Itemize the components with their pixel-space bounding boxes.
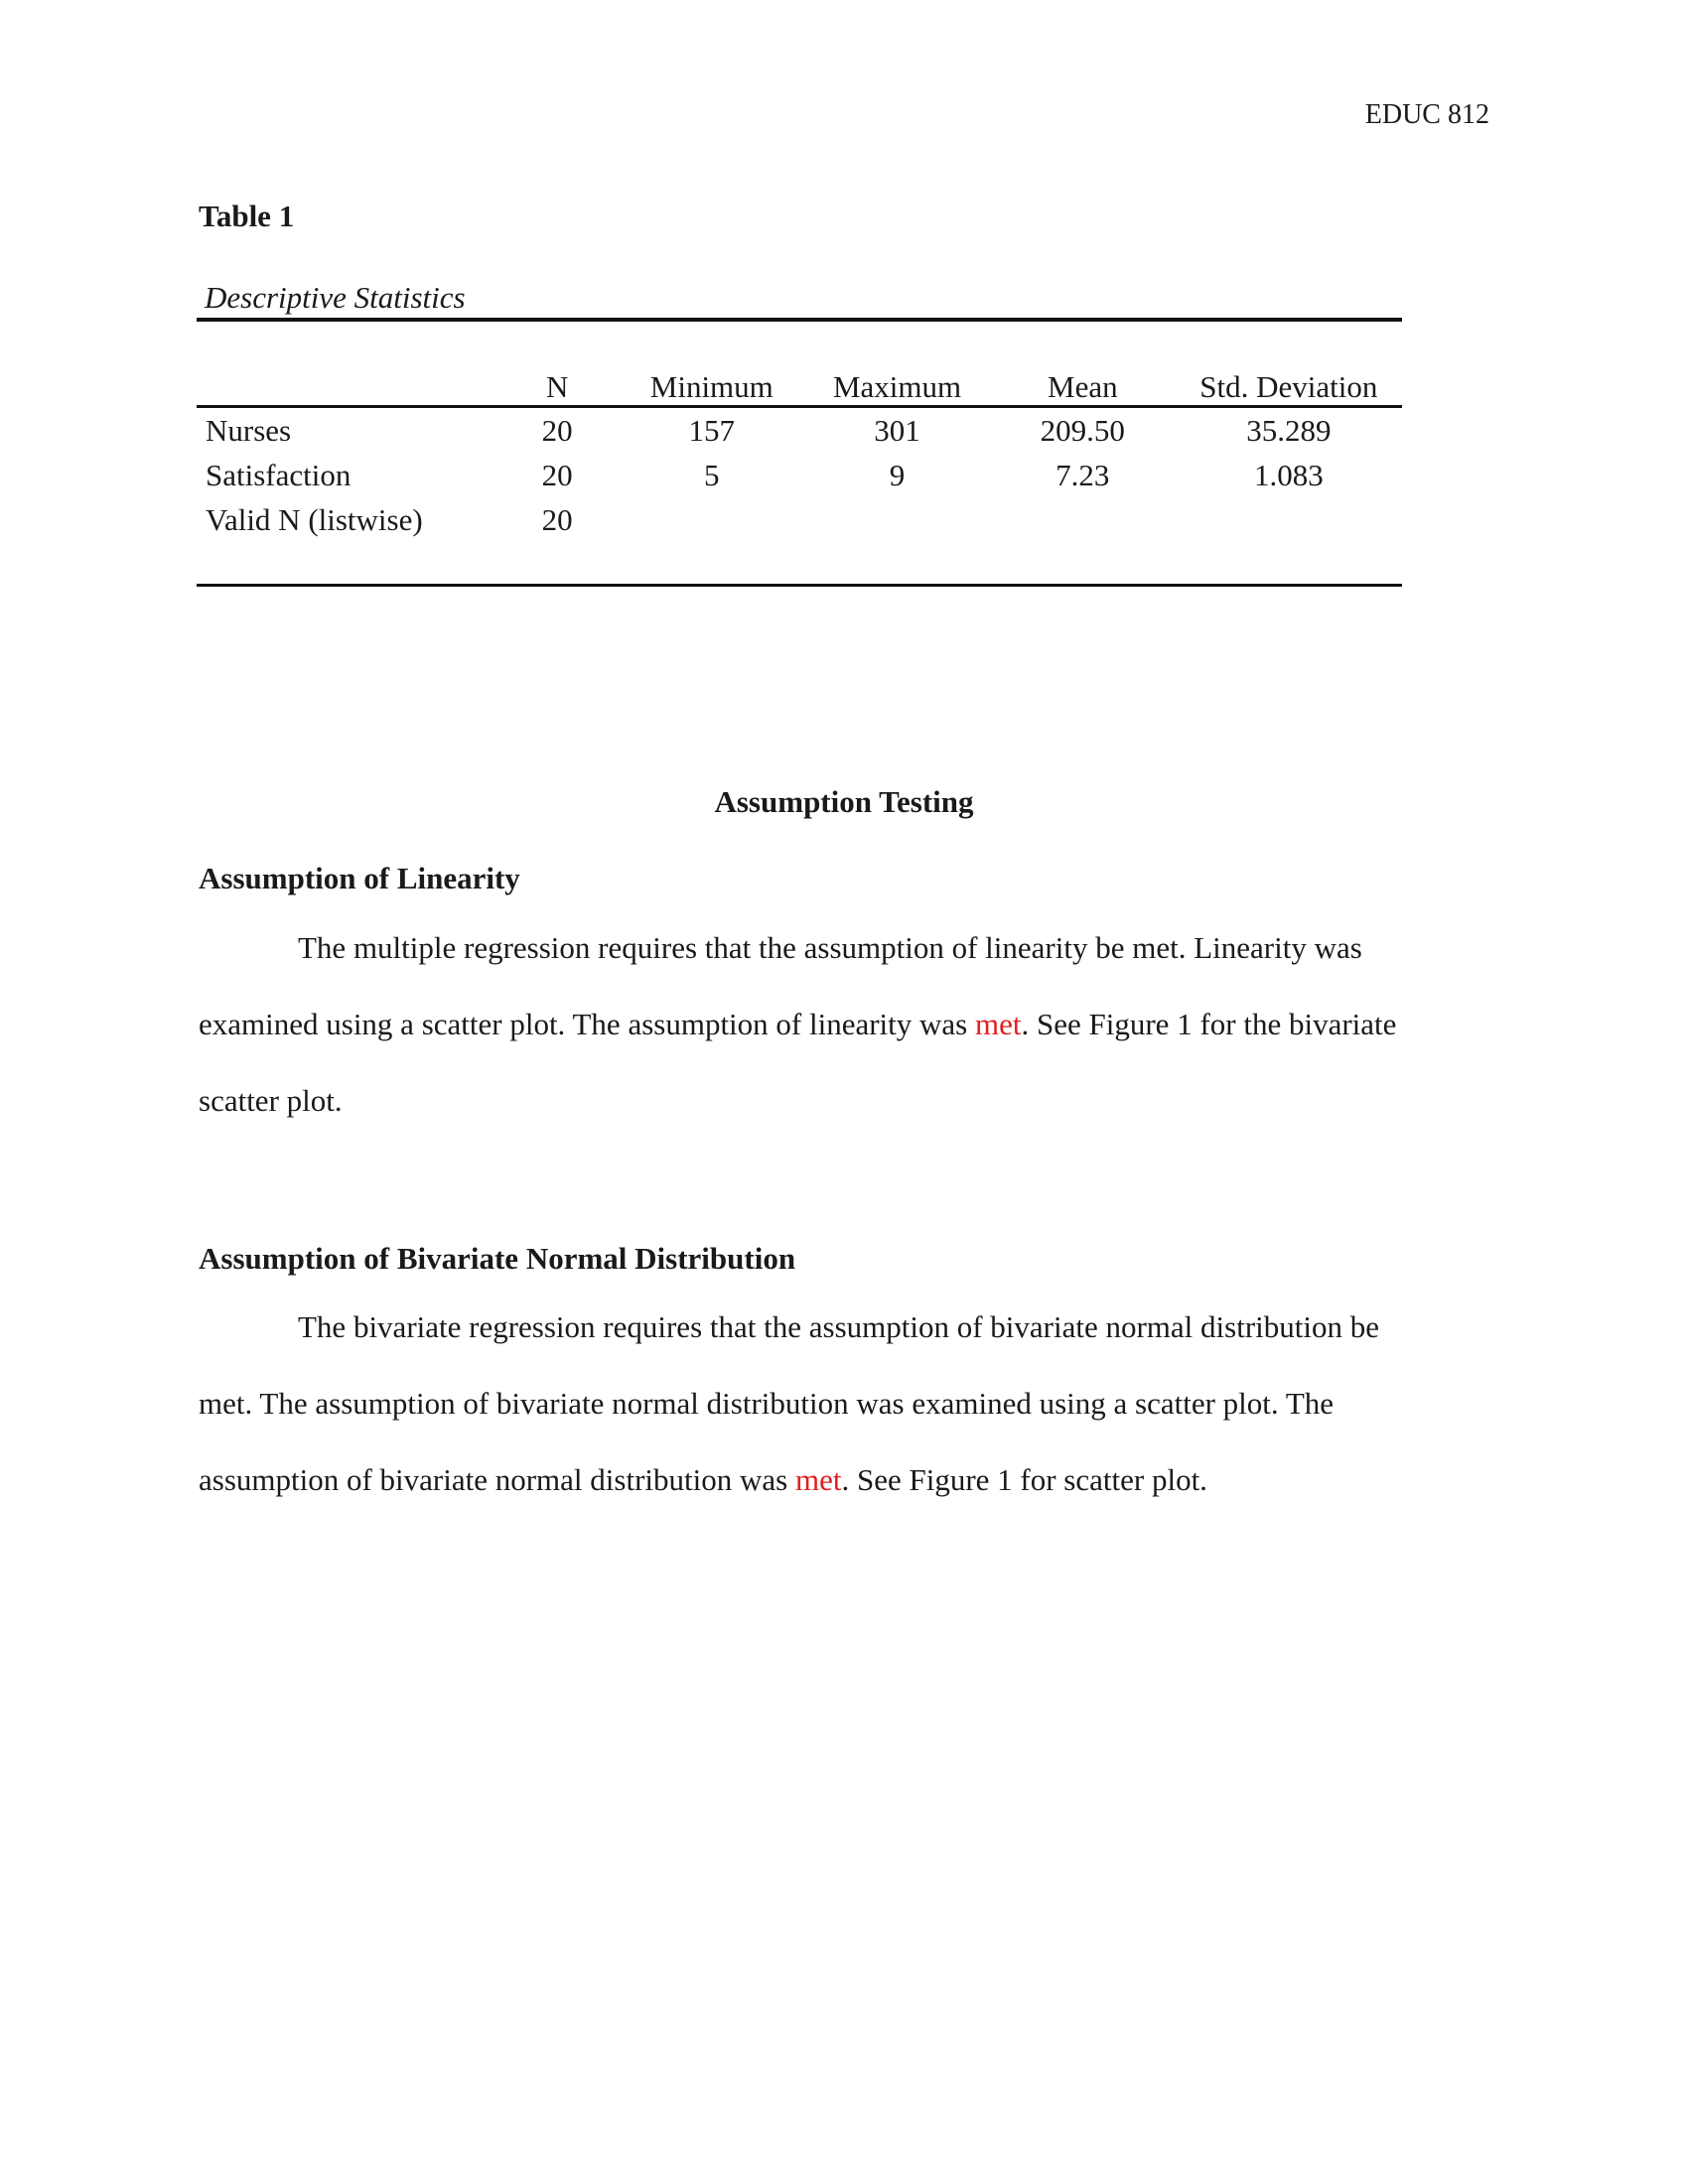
- table-row: [197, 453, 1402, 497]
- cell-std-deviation: [1176, 497, 1402, 542]
- normality-paragraph: [199, 1289, 1499, 1518]
- section-heading: Assumption Testing: [714, 784, 974, 819]
- normality-heading: Assumption of Bivariate Normal Distribution: [199, 1241, 796, 1276]
- paragraph-line: [199, 1441, 1499, 1518]
- cell-minimum: [619, 497, 804, 542]
- highlighted-text: met: [794, 1462, 842, 1497]
- column-header-maximum: Maximum: [804, 320, 990, 407]
- descriptive-statistics-table: [197, 318, 1402, 587]
- cell-mean: [990, 497, 1176, 542]
- row-label: Nurses: [206, 413, 292, 448]
- cell-maximum: [804, 497, 990, 542]
- paragraph-line: met. The assumption of bivariate normal distribution was examined using a scatter plot. The: [199, 1386, 1335, 1421]
- row-label: Valid N (listwise): [206, 502, 423, 537]
- column-header-label: [197, 320, 495, 407]
- paragraph-line: [199, 986, 1499, 1062]
- table-row: [197, 497, 1402, 542]
- paragraph-line: scatter plot.: [199, 1083, 343, 1118]
- column-header-mean: Mean: [990, 320, 1176, 407]
- cell-n: 20: [541, 502, 573, 537]
- text-run: . See Figure 1 for the bivariate: [1021, 1007, 1397, 1041]
- column-header-std-deviation: Std. Deviation: [1176, 320, 1402, 407]
- column-header-minimum: Minimum: [619, 320, 804, 407]
- column-header-n: N: [495, 320, 620, 407]
- text-run: assumption of bivariate normal distribution was: [199, 1462, 795, 1497]
- cell-n: 20: [541, 413, 573, 448]
- cell-n: 20: [541, 458, 573, 492]
- running-head: EDUC 812: [1364, 99, 1489, 130]
- table-header-row: [197, 320, 1402, 407]
- table-row: [197, 407, 1402, 454]
- paragraph-line: The bivariate regression requires that the assumption of bivariate normal distribution be: [298, 1309, 1379, 1344]
- table-label: Table 1: [199, 199, 295, 233]
- table-title: Descriptive Statistics: [205, 280, 466, 315]
- table-spacer-row: [197, 542, 1402, 586]
- highlighted-text: met: [975, 1007, 1022, 1041]
- cell-std-deviation: 1.083: [1253, 458, 1324, 492]
- table-spacer-cell: [197, 542, 1402, 586]
- text-run: examined using a scatter plot. The assumption of linearity was: [199, 1007, 975, 1041]
- cell-maximum: 9: [889, 458, 906, 492]
- row-label: Satisfaction: [206, 458, 352, 492]
- cell-minimum: 157: [688, 413, 736, 448]
- linearity-heading: Assumption of Linearity: [199, 861, 520, 895]
- cell-maximum: 301: [874, 413, 920, 448]
- cell-mean: 209.50: [1040, 413, 1125, 448]
- cell-mean: 7.23: [1055, 458, 1110, 492]
- paragraph-line: The multiple regression requires that the assumption of linearity be met. Linearity was: [298, 930, 1362, 965]
- cell-std-deviation: 35.289: [1246, 413, 1332, 448]
- cell-minimum: 5: [704, 458, 720, 492]
- linearity-paragraph: [199, 909, 1499, 1139]
- text-run: . See Figure 1 for scatter plot.: [841, 1462, 1207, 1497]
